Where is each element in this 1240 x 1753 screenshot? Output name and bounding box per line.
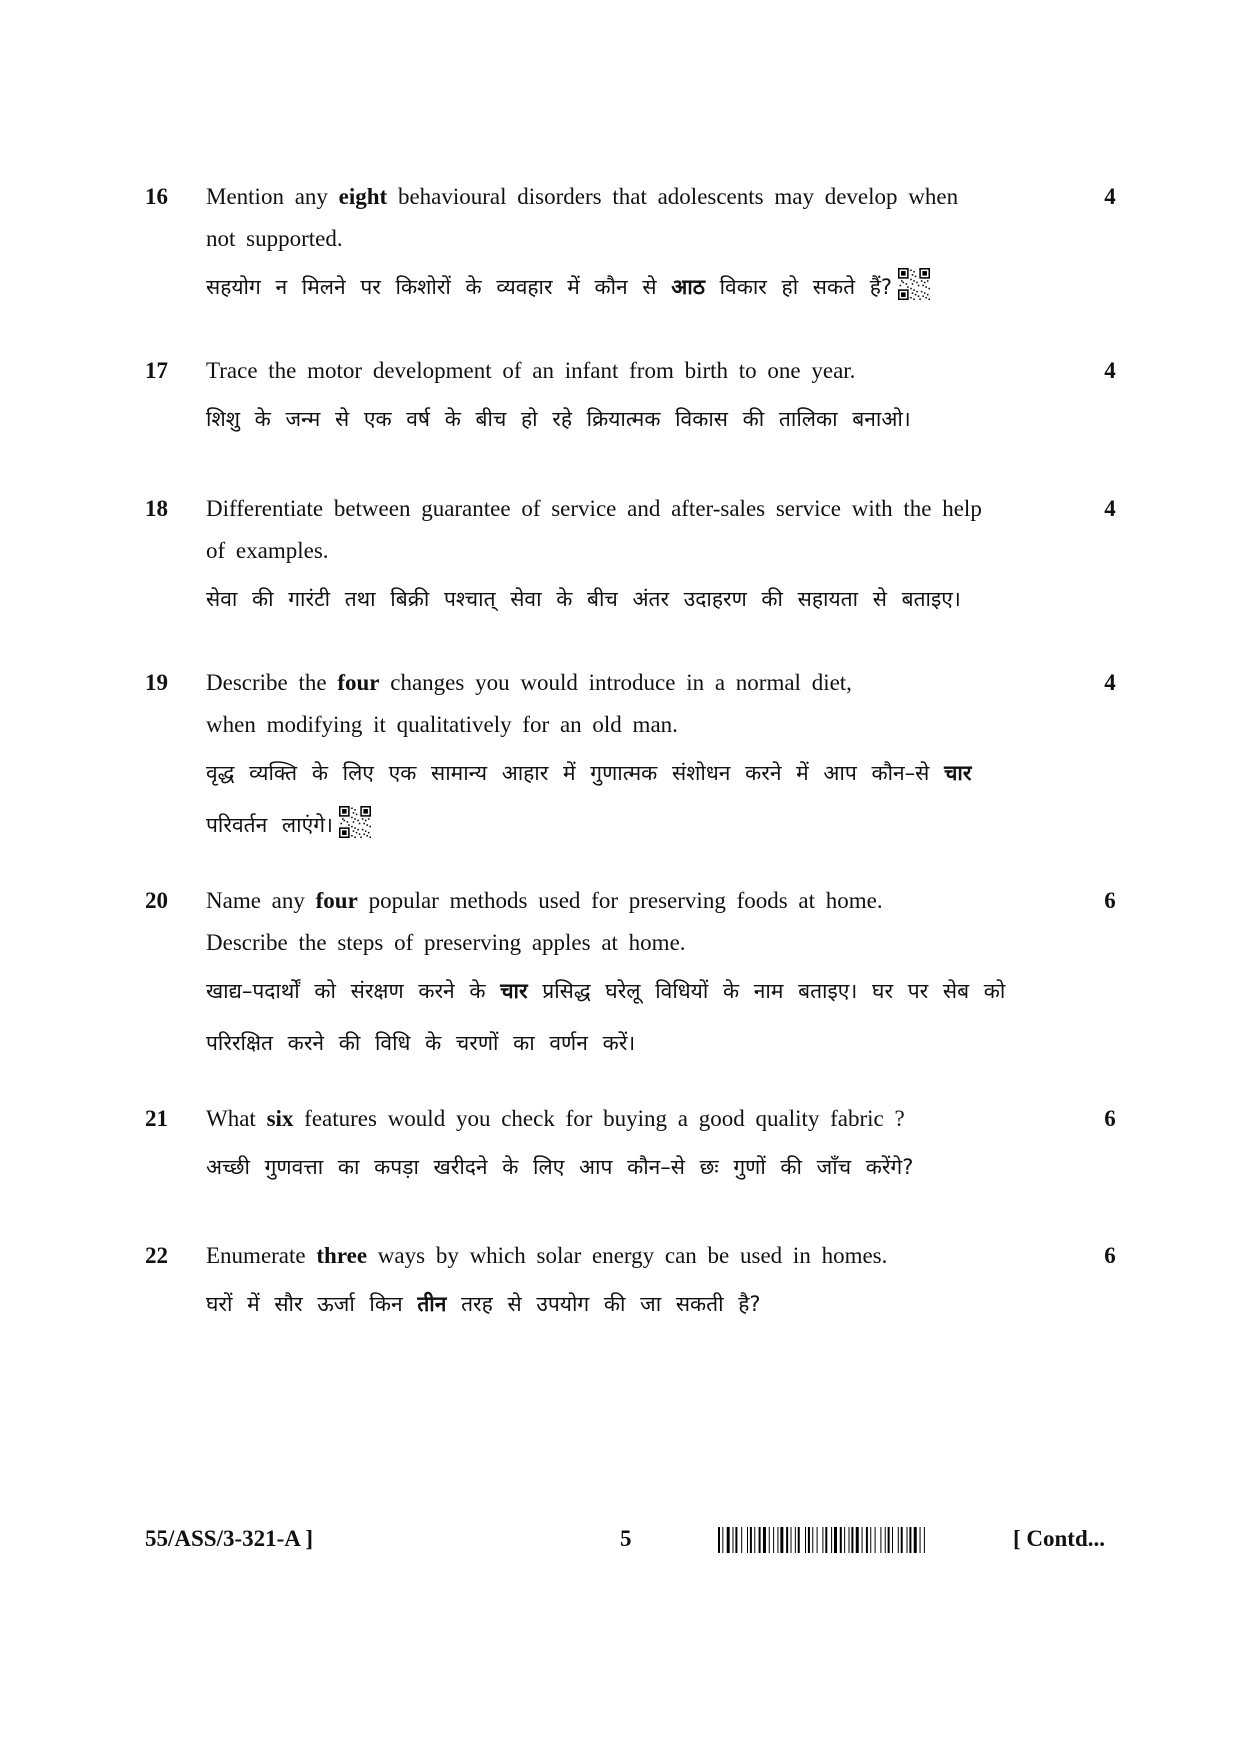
barcode-bar [901, 1527, 903, 1553]
continued-label: [ Contd... [1013, 1526, 1106, 1551]
barcode-bar [851, 1527, 853, 1553]
emphasis-text: six [266, 1106, 294, 1131]
barcode-bar [812, 1527, 813, 1553]
barcode-bar [892, 1527, 893, 1553]
text-segment: वृद्ध व्यक्ति के लिए एक सामान्य आहार में गुणात्मक संशोधन करने में आप कौन–से [206, 761, 945, 785]
question-text-english [206, 1235, 1066, 1277]
emphasis-text: चार [944, 761, 972, 785]
barcode-image [718, 1527, 990, 1553]
barcode-bar [885, 1527, 886, 1553]
barcode-bar [825, 1527, 827, 1553]
barcode-bar [722, 1527, 723, 1553]
text-segment: विकार हो सकते हैं? [704, 275, 893, 299]
barcode-bar [909, 1527, 911, 1553]
barcode-bar [727, 1527, 730, 1553]
emphasis-text: तीन [417, 1292, 447, 1316]
question-marks: 4 [1104, 670, 1116, 695]
text-segment: अच्छी गुणवत्ता का कपड़ा खरीदने के लिए आप कौन–से छः गुणों की जाँच करेंगे? [206, 1155, 914, 1179]
text-segment: not supported. [206, 226, 343, 251]
question-marks: 6 [1104, 1106, 1116, 1131]
barcode-bar [880, 1527, 881, 1553]
barcode-bar [844, 1527, 845, 1553]
barcode-bar [780, 1527, 783, 1553]
text-segment: घरों में सौर ऊर्जा किन [206, 1292, 418, 1316]
text-segment: features would you check for buying a good quality fabric ? [293, 1106, 905, 1131]
page-number: 5 [620, 1526, 632, 1551]
barcode-bar [773, 1527, 774, 1553]
text-segment: Mention any [206, 184, 339, 209]
text-segment: खाद्य–पदार्थों को संरक्षण करने के [206, 979, 501, 1003]
barcode-bar [866, 1527, 868, 1553]
barcode-bar [769, 1527, 770, 1553]
barcode-bar [795, 1527, 796, 1553]
text-segment: परिरक्षित करने की विधि के चरणों का वर्णन करें। [206, 1031, 636, 1055]
question-number: 18 [145, 496, 168, 521]
text-segment: changes you would introduce in a normal diet, [379, 670, 852, 695]
barcode-bar [898, 1527, 899, 1553]
barcode-bar [763, 1527, 766, 1553]
question-text-english [206, 704, 1066, 746]
barcode-bar [822, 1527, 823, 1553]
question-number: 16 [145, 184, 168, 209]
barcode-bar [870, 1527, 871, 1553]
question-text-hindi [206, 262, 1066, 312]
barcode-bar [849, 1527, 850, 1553]
text-segment: परिवर्तन लाएंगे। [206, 813, 334, 837]
question-text-english [206, 1098, 1066, 1140]
question-text-hindi [206, 966, 1066, 1016]
barcode-bar [735, 1527, 737, 1553]
barcode-bar [777, 1527, 778, 1553]
barcode-bar [924, 1527, 925, 1553]
text-segment: Differentiate between guarantee of service and after-sales service with the help [206, 496, 982, 521]
barcode-bar [747, 1527, 748, 1553]
emphasis-text: three [316, 1243, 368, 1268]
barcode-bar [856, 1527, 859, 1553]
question-text-english [206, 350, 1066, 392]
question-body [206, 662, 1066, 850]
paper-code: 55/ASS/3-321-A ] [145, 1526, 314, 1551]
barcode-bar [808, 1527, 810, 1553]
text-segment: What [206, 1106, 267, 1131]
barcode-bar [759, 1527, 761, 1553]
text-segment: सहयोग न मिलने पर किशोरों के व्यवहार में कौन से [206, 275, 672, 299]
question-text-hindi [206, 574, 1066, 624]
emphasis-text: चार [500, 979, 528, 1003]
question-text-english [206, 922, 1066, 964]
question-text-hindi [206, 394, 1066, 444]
question-text-english [206, 530, 1066, 572]
text-segment: Enumerate [206, 1243, 317, 1268]
text-segment: Trace the motor development of an infant from birth to one year. [206, 358, 856, 383]
question-marks: 4 [1104, 184, 1116, 209]
barcode-bar [791, 1527, 792, 1553]
text-segment: behavioural disorders that adolescents may develop when [387, 184, 959, 209]
barcode-bar [907, 1527, 908, 1553]
text-segment: शिशु के जन्म से एक वर्ष के बीच हो रहे क्रियात्मक विकास की तालिका बनाओ। [206, 407, 911, 431]
barcode-bar [862, 1527, 863, 1553]
qr-code-icon [898, 268, 930, 300]
text-segment: of examples. [206, 538, 329, 563]
question-text-hindi [206, 1018, 1066, 1068]
text-segment: सेवा की गारंटी तथा बिक्री पश्चात् सेवा के बीच अंतर उदाहरण की सहायता से बताइए। [206, 587, 961, 611]
question-body [206, 1235, 1066, 1329]
barcode-bar [718, 1527, 720, 1553]
text-segment: ways by which solar energy can be used in homes. [367, 1243, 888, 1268]
question-marks: 6 [1104, 1243, 1116, 1268]
question-marks: 4 [1104, 358, 1116, 383]
barcode-bar [920, 1527, 921, 1553]
question-marks: 6 [1104, 888, 1116, 913]
barcode-bar [798, 1527, 800, 1553]
question-number: 19 [145, 670, 168, 695]
emphasis-text: four [337, 670, 380, 695]
text-segment: तरह से उपयोग की जा सकती है? [446, 1292, 761, 1316]
question-text-hindi [206, 800, 1066, 850]
text-segment: Name any [206, 888, 316, 913]
barcode-bar [834, 1527, 837, 1553]
barcode-bar [741, 1527, 742, 1553]
question-number: 21 [145, 1106, 168, 1131]
question-body [206, 880, 1066, 1068]
barcode-bar [888, 1527, 890, 1553]
question-text-english [206, 880, 1066, 922]
text-segment: Describe the [206, 670, 338, 695]
text-segment: popular methods used for preserving foods at home. [357, 888, 883, 913]
emphasis-text: eight [338, 184, 388, 209]
text-segment: when modifying it qualitatively for an old man. [206, 712, 678, 737]
barcode-bar [786, 1527, 788, 1553]
question-body [206, 176, 1066, 312]
question-body [206, 488, 1066, 624]
text-segment: Describe the steps of preserving apples at home. [206, 930, 686, 955]
emphasis-text: आठ [671, 275, 705, 299]
question-text-english [206, 662, 1066, 704]
question-text-english [206, 176, 1066, 218]
question-body [206, 1098, 1066, 1192]
question-text-hindi [206, 748, 1066, 798]
question-text-english [206, 218, 1066, 260]
question-text-english [206, 488, 1066, 530]
question-text-hindi [206, 1279, 1066, 1329]
question-number: 20 [145, 888, 168, 913]
barcode-bar [831, 1527, 832, 1553]
qr-code-icon [339, 806, 371, 838]
question-body [206, 350, 1066, 444]
barcode-bar [875, 1527, 876, 1553]
barcode-bar [733, 1527, 734, 1553]
barcode-bar [754, 1527, 755, 1553]
question-number: 22 [145, 1243, 168, 1268]
text-segment: प्रसिद्ध घरेलू विधियों के नाम बताइए। घर पर सेब को [527, 979, 1006, 1003]
barcode-bar [805, 1527, 806, 1553]
question-text-hindi [206, 1142, 1066, 1192]
emphasis-text: four [315, 888, 358, 913]
barcode-bar [750, 1527, 752, 1553]
barcode-bar [914, 1527, 917, 1553]
question-number: 17 [145, 358, 168, 383]
barcode-bar [840, 1527, 842, 1553]
question-marks: 4 [1104, 496, 1116, 521]
barcode-bar [817, 1527, 818, 1553]
